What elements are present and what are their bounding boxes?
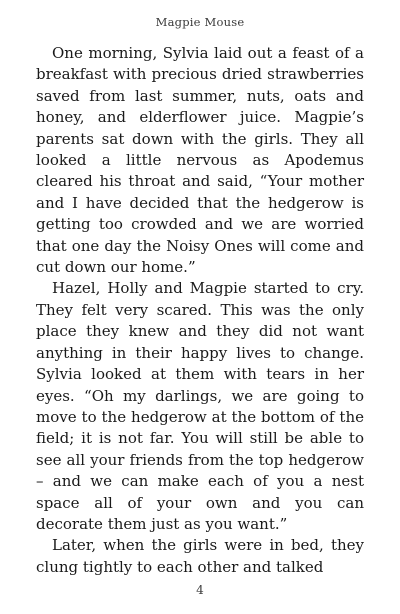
page-body [36,43,364,578]
page-number: 4 [196,583,204,597]
paragraph-bedtime: Later, when the girls were in bed, they clung tightly to each other and talked [36,536,364,576]
paragraph-breakfast: One morning, Sylvia laid out a feast of a breakfast with precious dried strawberries saved from last summer, nuts, oats and honey, and elderflower juice. Magpie’s parents sat down with the girls. They all looked a little nervous as Apodemus cleared his throat and said, “Your mother and I have decided that the hedgerow is getting too crowded and we are worried that one day the Noisy Ones will come and cut down our home.” [36,44,364,277]
paragraph-moving: Hazel, Holly and Magpie started to cry. They felt very scared. This was the only place they knew and they did not want anything in their happy lives to change. Sylvia looked at them with tears in her eyes. “Oh my darlings, we are going to move to the hedgerow at the bottom of the field; it is not far. You will still be able to see all your friends from the top hedgerow – and we can make each of you a nest space all of your own and you can decorate them just as you want.” [36,279,364,533]
running-header: Magpie Mouse [155,15,245,29]
